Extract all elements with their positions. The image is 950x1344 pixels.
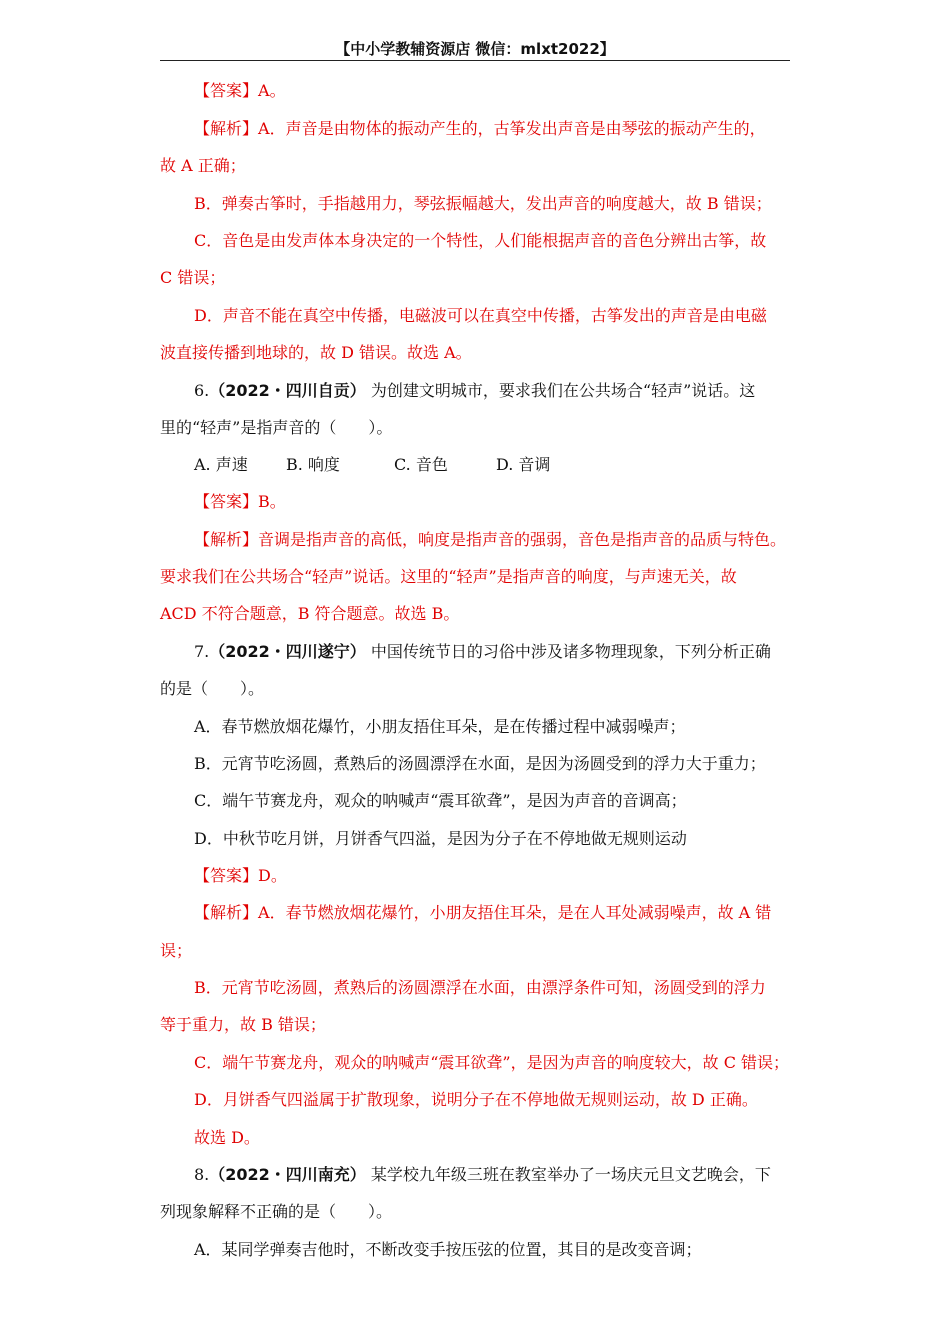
analysis-tag: 【解析】 <box>194 530 259 549</box>
answer-tag: 【答案】 <box>194 81 259 100</box>
question-stem: 为创建文明城市，要求我们在公共场合“轻声”说话。这 <box>370 381 756 400</box>
q5-analysis-line: B．弹奏古筝时，手指越用力，琴弦振幅越大，发出声音的响度越大，故 B 错误； <box>194 194 772 213</box>
analysis-text: A．春节燃放烟花爆竹，小朋友捂住耳朵，是在人耳处减弱噪声，故 A 错 <box>258 903 772 922</box>
q7-option-c: C．端午节赛龙舟，观众的呐喊声“震耳欲聋”，是因为声音的音调高； <box>194 791 687 810</box>
q5-analysis-line: C 错误； <box>160 268 226 287</box>
q7-analysis-line: C．端午节赛龙舟，观众的呐喊声“震耳欲聋”，是因为声音的响度较大，故 C 错误； <box>194 1053 790 1072</box>
q7-analysis-line: D．月饼香气四溢属于扩散现象，说明分子在不停地做无规则运动，故 D 正确。 <box>194 1090 758 1109</box>
q6-answer <box>194 491 790 513</box>
analysis-text: 音调是指声音的高低，响度是指声音的强弱，音色是指声音的品质与特色。 <box>258 530 787 549</box>
option-c: C. 音色 <box>394 455 448 474</box>
answer-value: A。 <box>258 81 286 100</box>
q8-option-a: A．某同学弹奏吉他时，不断改变手按压弦的位置，其目的是改变音调； <box>194 1240 702 1259</box>
answer-value: D。 <box>258 866 287 885</box>
q5-analysis-line: 波直接传播到地球的，故 D 错误。故选 A。 <box>160 343 472 362</box>
analysis-tag: 【解析】 <box>194 119 259 138</box>
q6-stem-cont: 里的“轻声”是指声音的（ ）。 <box>160 418 393 437</box>
q7-option-d: D．中秋节吃月饼，月饼香气四溢，是因为分子在不停地做无规则运动 <box>194 829 687 848</box>
q6-stem <box>194 380 790 402</box>
q8-stem-cont: 列现象解释不正确的是（ ）。 <box>160 1202 393 1221</box>
option-d: D. 音调 <box>496 455 551 474</box>
q5-analysis-line <box>194 118 790 140</box>
q5-analysis-line: D．声音不能在真空中传播，电磁波可以在真空中传播，古筝发出的声音是由电磁 <box>194 306 767 325</box>
question-stem: 中国传统节日的习俗中涉及诸多物理现象，下列分析正确 <box>370 642 771 661</box>
page-header: 【中小学教辅资源店 微信：mlxt2022】 <box>335 40 615 58</box>
question-source: （2022・四川自贡） <box>209 381 366 400</box>
question-source: （2022・四川遂宁） <box>209 642 366 661</box>
q5-analysis-line: C．音色是由发声体本身决定的一个特性，人们能根据声音的音色分辨出古筝，故 <box>194 231 767 250</box>
question-stem: 某学校九年级三班在教室举办了一场庆元旦文艺晚会，下 <box>370 1165 771 1184</box>
answer-value: B。 <box>258 492 286 511</box>
q6-analysis-line: 要求我们在公共场合“轻声”说话。这里的“轻声”是指声音的响度，与声速无关，故 <box>160 567 737 586</box>
q6-options <box>194 454 790 476</box>
q7-option-b: B．元宵节吃汤圆，煮熟后的汤圆漂浮在水面，是因为汤圆受到的浮力大于重力； <box>194 754 766 773</box>
question-source: （2022・四川南充） <box>209 1165 366 1184</box>
q6-analysis-line <box>194 529 790 551</box>
q7-stem <box>194 641 790 663</box>
q7-analysis-line: B．元宵节吃汤圆，煮熟后的汤圆漂浮在水面，由漂浮条件可知，汤圆受到的浮力 <box>194 978 766 997</box>
q5-answer <box>194 80 790 102</box>
q7-stem-cont: 的是（ ）。 <box>160 679 265 698</box>
answer-tag: 【答案】 <box>194 492 259 511</box>
option-a: A. 声速 <box>194 455 248 474</box>
q7-analysis-line: 故选 D。 <box>194 1128 260 1147</box>
q7-answer <box>194 865 790 887</box>
header-rule <box>160 60 790 61</box>
q7-analysis-line: 误； <box>160 941 193 960</box>
q7-option-a: A．春节燃放烟花爆竹，小朋友捂住耳朵，是在传播过程中减弱噪声； <box>194 717 686 736</box>
question-number: 8. <box>194 1165 210 1184</box>
q6-analysis-line: ACD 不符合题意，B 符合题意。故选 B。 <box>160 604 460 623</box>
question-number: 7. <box>194 642 210 661</box>
q7-analysis-line <box>194 902 790 924</box>
analysis-text: A．声音是由物体的振动产生的，古筝发出声音是由琴弦的振动产生的， <box>258 119 766 138</box>
question-number: 6. <box>194 381 210 400</box>
analysis-tag: 【解析】 <box>194 903 259 922</box>
q5-analysis-line: 故 A 正确； <box>160 156 246 175</box>
answer-tag: 【答案】 <box>194 866 259 885</box>
option-b: B. 响度 <box>286 455 340 474</box>
q8-stem <box>194 1164 790 1186</box>
q7-analysis-line: 等于重力，故 B 错误； <box>160 1015 326 1034</box>
